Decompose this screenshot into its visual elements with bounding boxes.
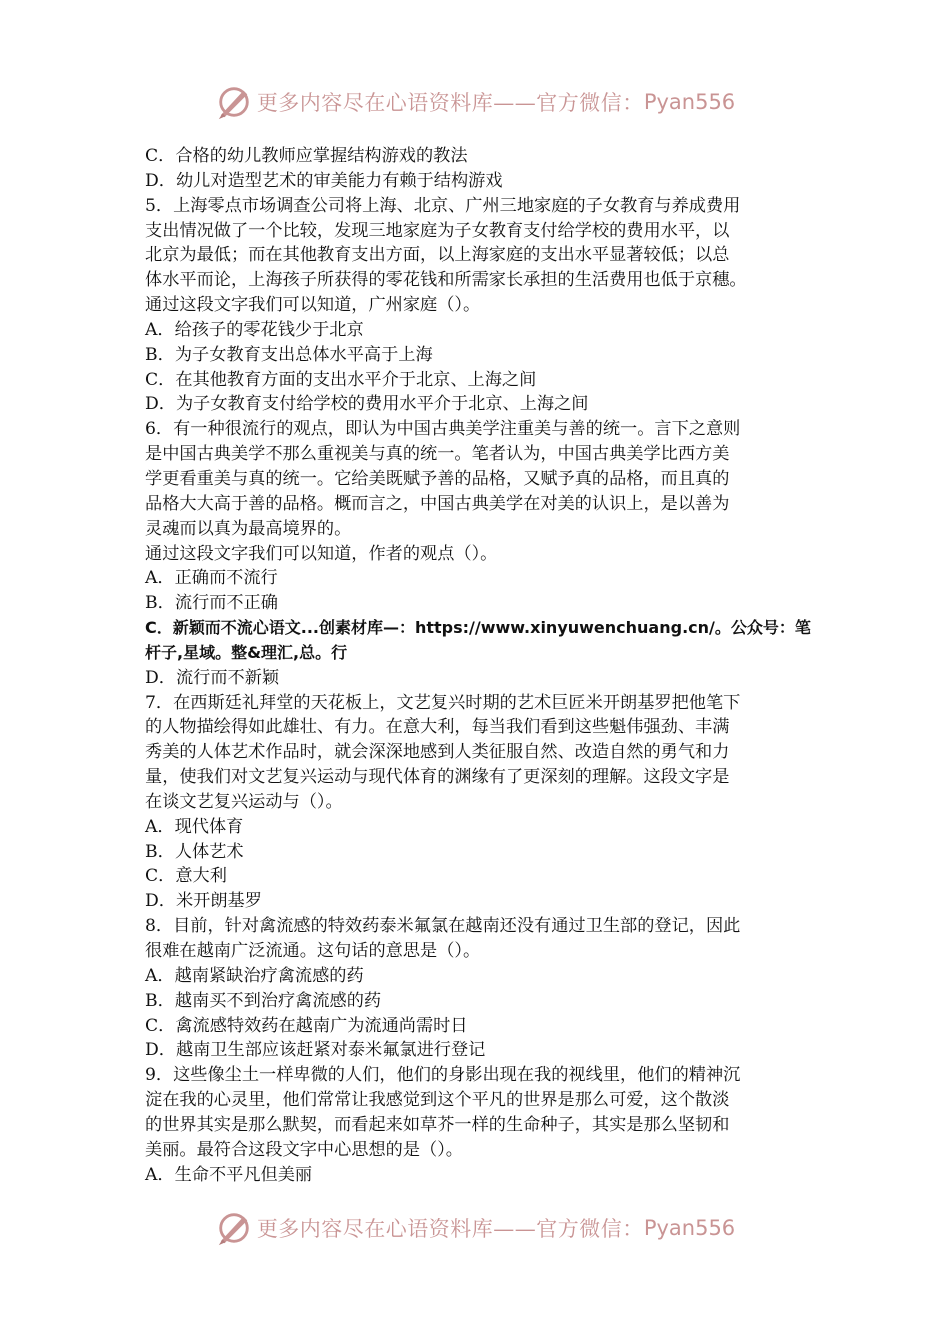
text-line: D．流行而不新颖 [145,667,280,688]
text-line: A．越南紧缺治疗禽流感的药 [145,965,364,986]
document-body [145,144,815,1187]
pen-logo-icon [215,1209,253,1247]
text-line: C．禽流感特效药在越南广为流通尚需时日 [145,1015,468,1036]
text-line: D．越南卫生部应该赶紧对泰米氟氯进行登记 [145,1040,486,1061]
text-line: 淀在我的心灵里，他们常常让我感觉到这个平凡的世界是那么可爱，这个散淡 [145,1090,730,1111]
text-line: A．现代体育 [145,816,244,837]
text-line: 7．在西斯廷礼拜堂的天花板上，文艺复兴时期的艺术巨匠米开朗基罗把他笔下 [145,692,741,713]
text-line: C．合格的幼儿教师应掌握结构游戏的教法 [145,146,468,166]
text-line: 8．目前，针对禽流感的特效药泰米氟氯在越南还没有通过卫生部的登记，因此 [145,916,741,937]
text-line: B．人体艺术 [145,841,244,862]
text-line: 品格大大高于善的品格。概而言之，中国古典美学在对美的认识上，是以善为 [145,493,730,514]
pen-logo-icon [215,83,253,121]
text-line: 灵魂而以真为最高境界的。 [145,518,352,539]
banner-wechat-id: Pyan556 [643,90,736,114]
text-line: 通过这段文字我们可以知道，广州家庭（）。 [145,295,481,316]
text-line: 杆子,星域。整&理汇,总。行 [145,642,348,662]
text-line: 6．有一种很流行的观点，即认为中国古典美学注重美与善的统一。言下之意则 [145,419,741,440]
text-line: A．正确而不流行 [145,568,278,589]
banner-brand-text: 更多内容尽在心语资料库——官方微信： [256,91,644,115]
text-line: 体水平而论，上海孩子所获得的零花钱和所需家长承担的生活费用也低于京穗。 [145,270,747,291]
text-line: D．米开朗基罗 [145,891,262,912]
text-line: A．给孩子的零花钱少于北京 [145,319,364,340]
header-banner [0,80,950,124]
banner-brand-text: 更多内容尽在心语资料库——官方微信： [256,1217,644,1241]
text-line: 的世界其实是那么默契，而看起来如草芥一样的生命种子，其实是那么坚韧和 [145,1114,730,1135]
text-line: 的人物描绘得如此雄壮、有力。在意大利，每当我们看到这些魁伟强劲、丰满 [145,717,730,738]
text-line: 在谈文艺复兴运动与（）。 [145,791,343,812]
text-line: 量，使我们对文艺复兴运动与现代体育的渊缘有了更深刻的理解。这段文字是 [145,767,730,788]
text-line: 很难在越南广泛流通。这句话的意思是（）。 [145,941,481,961]
text-line: B．流行而不正确 [145,593,278,614]
footer-banner [0,1206,950,1250]
text-line: C．意大利 [145,866,227,887]
text-line: B．为子女教育支出总体水平高于上海 [145,344,433,365]
text-line: B．越南买不到治疗禽流感的药 [145,990,382,1011]
text-line: C．新颖而不流心语文...创素材库—：https://www.xinyuwenchuang.cn/。公众号：笔 [145,618,811,638]
banner-wechat-id: Pyan556 [643,1216,736,1240]
text-line: D．为子女教育支付给学校的费用水平介于北京、上海之间 [145,394,589,415]
text-line: 秀美的人体艺术作品时，就会深深地感到人类征服自然、改造自然的勇气和力 [145,742,730,763]
text-line: 美丽。最符合这段文字中心思想的是（）。 [145,1139,463,1160]
text-line: 支出情况做了一个比较，发现三地家庭为子女教育支付给学校的费用水平，以 [145,220,730,241]
text-line: C．在其他教育方面的支出水平介于北京、上海之间 [145,369,537,390]
text-line: 北京为最低；而在其他教育支出方面，以上海家庭的支出水平显著较低；以总 [145,245,730,266]
text-line: 9．这些像尘土一样卑微的人们，他们的身影出现在我的视线里，他们的精神沉 [145,1065,741,1086]
text-line: 是中国古典美学不那么重视美与真的统一。笔者认为，中国古典美学比西方美 [145,444,730,465]
text-line: 学更看重美与真的统一。它给美既赋予善的品格，又赋予真的品格，而且真的 [145,468,730,489]
text-line: D．幼儿对造型艺术的审美能力有赖于结构游戏 [145,170,503,191]
text-line: 5．上海零点市场调查公司将上海、北京、广州三地家庭的子女教育与养成费用 [145,195,741,216]
text-line: 通过这段文字我们可以知道，作者的观点（）。 [145,543,498,564]
text-line: A．生命不平凡但美丽 [145,1164,313,1185]
